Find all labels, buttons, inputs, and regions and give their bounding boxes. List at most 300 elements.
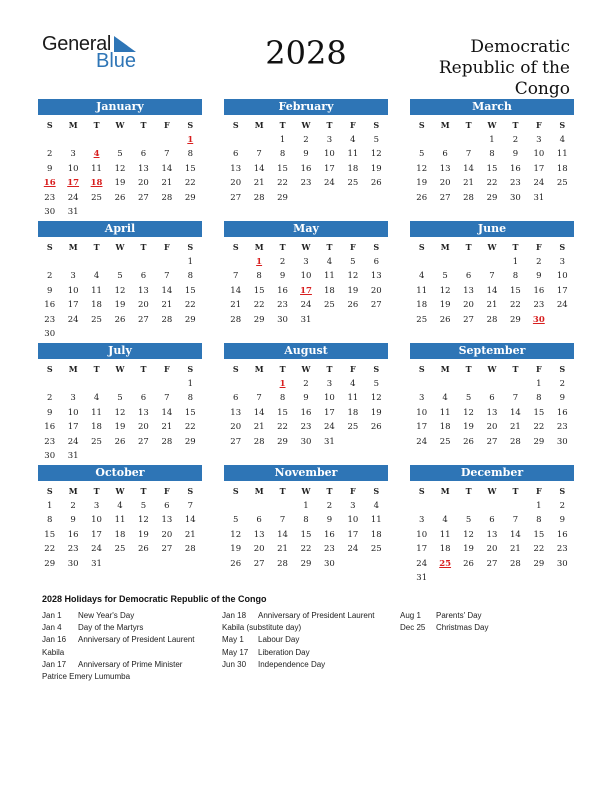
month-may bbox=[224, 221, 388, 327]
day: 18 bbox=[439, 544, 451, 554]
day: 2 bbox=[303, 134, 309, 145]
day: 14 bbox=[253, 407, 265, 418]
weekday-header: M bbox=[68, 364, 78, 374]
holiday-name: Independence Day bbox=[258, 659, 326, 669]
day: 28 bbox=[277, 558, 288, 569]
day: 20 bbox=[253, 544, 265, 554]
weekday-header: S bbox=[418, 486, 425, 496]
day: 1 bbox=[279, 134, 286, 145]
day: 27 bbox=[230, 192, 242, 203]
day: 7 bbox=[256, 149, 262, 159]
weekday-header: S bbox=[559, 364, 566, 374]
day: 15 bbox=[184, 163, 196, 174]
day: 25 bbox=[91, 192, 102, 203]
day: 19 bbox=[439, 300, 451, 310]
day: 22 bbox=[300, 544, 312, 554]
day: 30 bbox=[44, 207, 56, 217]
day: 31 bbox=[300, 314, 312, 325]
day: 25 bbox=[324, 300, 335, 310]
day: 27 bbox=[138, 192, 149, 203]
day: 1 bbox=[187, 378, 193, 389]
holiday-day: 30 bbox=[532, 314, 545, 325]
blank-day bbox=[38, 377, 61, 392]
day-grid bbox=[224, 240, 388, 327]
day: 17 bbox=[347, 529, 359, 540]
day: 8 bbox=[187, 271, 193, 281]
day: 1 bbox=[536, 378, 542, 389]
day: 11 bbox=[416, 285, 428, 296]
day: 29 bbox=[533, 436, 545, 447]
blank-day bbox=[247, 499, 270, 514]
day: 17 bbox=[416, 544, 428, 554]
blank-day bbox=[155, 255, 178, 270]
day: 17 bbox=[416, 422, 428, 432]
day: 20 bbox=[138, 300, 149, 310]
day: 19 bbox=[114, 300, 126, 310]
day: 15 bbox=[277, 407, 288, 418]
weekday-header: F bbox=[536, 120, 542, 130]
holiday-day: 1 bbox=[279, 378, 286, 389]
holiday-date: Dec 25 bbox=[400, 623, 426, 633]
weekday-header: T bbox=[512, 120, 519, 130]
day: 23 bbox=[510, 178, 521, 188]
day: 3 bbox=[326, 378, 333, 389]
day: 8 bbox=[187, 149, 193, 159]
day: 17 bbox=[556, 285, 568, 296]
weekday-header: W bbox=[487, 120, 497, 130]
weekday-header: F bbox=[164, 486, 170, 496]
day: 11 bbox=[370, 515, 382, 525]
day: 6 bbox=[489, 393, 495, 403]
day: 5 bbox=[117, 149, 123, 159]
holiday-name: Kabila bbox=[42, 647, 65, 657]
day: 22 bbox=[184, 300, 196, 310]
day: 29 bbox=[44, 558, 56, 569]
day: 10 bbox=[300, 271, 312, 281]
day: 7 bbox=[512, 393, 519, 403]
weekday-header: M bbox=[254, 120, 264, 130]
day: 13 bbox=[486, 407, 498, 418]
holiday-item bbox=[42, 671, 195, 683]
day-grid bbox=[38, 240, 202, 342]
month-title: May bbox=[224, 221, 388, 237]
holiday-item bbox=[222, 610, 375, 622]
weekday-header: T bbox=[326, 364, 333, 374]
day: 16 bbox=[556, 529, 568, 540]
day: 2 bbox=[47, 271, 53, 281]
holiday-name: Christmas Day bbox=[436, 623, 489, 633]
holiday-date: Jan 4 bbox=[42, 623, 62, 633]
day: 8 bbox=[187, 393, 193, 403]
day: 12 bbox=[114, 407, 126, 418]
day: 5 bbox=[117, 393, 123, 403]
day: 27 bbox=[439, 192, 451, 203]
day: 9 bbox=[326, 515, 333, 525]
day-grid bbox=[410, 240, 574, 327]
weekday-header: F bbox=[350, 242, 356, 252]
day: 5 bbox=[373, 134, 379, 145]
holiday-date: Jan 16 bbox=[42, 635, 67, 645]
day: 24 bbox=[324, 422, 335, 432]
day: 12 bbox=[114, 285, 126, 296]
day: 17 bbox=[67, 300, 79, 310]
day: 23 bbox=[300, 178, 312, 188]
weekday-header: M bbox=[440, 242, 450, 252]
day: 21 bbox=[161, 422, 173, 432]
day: 9 bbox=[47, 407, 53, 418]
blank-day bbox=[433, 255, 456, 270]
day: 26 bbox=[114, 436, 126, 447]
holiday-name: Kabila (substitute day) bbox=[222, 623, 302, 633]
day: 26 bbox=[416, 192, 428, 203]
holiday-name: New Year's Day bbox=[78, 611, 135, 620]
day: 21 bbox=[184, 529, 196, 540]
day: 7 bbox=[164, 149, 170, 159]
weekday-header: W bbox=[301, 364, 311, 374]
day: 25 bbox=[439, 436, 451, 447]
day: 24 bbox=[91, 544, 102, 554]
day: 23 bbox=[44, 436, 56, 447]
day: 10 bbox=[91, 515, 102, 525]
day: 8 bbox=[47, 515, 53, 525]
day: 4 bbox=[559, 134, 565, 145]
blank-day bbox=[224, 499, 247, 514]
day: 30 bbox=[556, 558, 568, 569]
day: 8 bbox=[512, 271, 519, 281]
weekday-header: S bbox=[559, 242, 566, 252]
day: 28 bbox=[161, 314, 173, 325]
holiday-day: 17 bbox=[67, 178, 80, 188]
day: 30 bbox=[277, 314, 288, 325]
month-january bbox=[38, 99, 202, 220]
day: 26 bbox=[370, 422, 382, 432]
day: 23 bbox=[324, 544, 335, 554]
day: 8 bbox=[303, 515, 309, 525]
day: 4 bbox=[442, 515, 448, 525]
day: 18 bbox=[370, 529, 382, 540]
holiday-name: Patrice Emery Lumumba bbox=[42, 672, 131, 682]
day: 22 bbox=[277, 422, 288, 432]
day: 21 bbox=[277, 544, 288, 554]
day-grid bbox=[38, 118, 202, 220]
holiday-item bbox=[42, 659, 195, 671]
day-grid bbox=[224, 362, 388, 449]
holiday-item bbox=[222, 647, 375, 659]
day: 24 bbox=[67, 314, 79, 325]
day: 6 bbox=[233, 393, 239, 403]
day: 15 bbox=[184, 285, 196, 296]
day: 5 bbox=[442, 271, 448, 281]
month-title: February bbox=[224, 99, 388, 115]
day: 21 bbox=[253, 422, 265, 432]
day: 10 bbox=[416, 529, 428, 540]
month-title: August bbox=[224, 343, 388, 359]
blank-day bbox=[61, 133, 84, 148]
day: 3 bbox=[70, 393, 76, 403]
day: 7 bbox=[187, 500, 193, 511]
weekday-header: W bbox=[115, 486, 125, 496]
day: 15 bbox=[184, 407, 196, 418]
day: 22 bbox=[184, 178, 196, 188]
day: 26 bbox=[463, 558, 474, 569]
day: 8 bbox=[489, 149, 495, 159]
day: 28 bbox=[510, 558, 521, 569]
weekday-header: T bbox=[93, 486, 100, 496]
day: 14 bbox=[161, 285, 173, 296]
weekday-header: M bbox=[440, 364, 450, 374]
day: 31 bbox=[324, 436, 335, 447]
weekday-header: T bbox=[512, 364, 519, 374]
day: 18 bbox=[347, 163, 359, 174]
country-line: Republic of the bbox=[438, 58, 570, 78]
day: 27 bbox=[486, 558, 498, 569]
holiday-date: Jan 18 bbox=[222, 611, 247, 620]
weekday-header: S bbox=[373, 242, 380, 252]
day: 16 bbox=[533, 285, 545, 296]
day: 9 bbox=[279, 271, 286, 281]
blank-day bbox=[504, 377, 527, 392]
day: 17 bbox=[91, 529, 102, 540]
day: 17 bbox=[324, 407, 335, 418]
day: 28 bbox=[253, 192, 265, 203]
day: 2 bbox=[536, 256, 542, 267]
day: 9 bbox=[303, 149, 309, 159]
day: 15 bbox=[533, 529, 545, 540]
day: 9 bbox=[559, 515, 565, 525]
day: 4 bbox=[93, 271, 100, 281]
logo bbox=[42, 33, 142, 73]
day: 28 bbox=[230, 314, 242, 325]
day: 14 bbox=[510, 407, 521, 418]
day: 23 bbox=[277, 300, 288, 310]
day: 3 bbox=[536, 134, 542, 145]
month-august bbox=[224, 343, 388, 449]
day: 4 bbox=[350, 378, 356, 389]
month-june bbox=[410, 221, 574, 327]
day: 15 bbox=[486, 163, 498, 174]
day: 6 bbox=[140, 271, 147, 281]
day: 1 bbox=[536, 500, 542, 511]
day: 11 bbox=[439, 529, 451, 540]
day: 21 bbox=[510, 544, 521, 554]
day: 14 bbox=[161, 163, 173, 174]
day: 3 bbox=[93, 500, 100, 511]
day: 2 bbox=[303, 378, 309, 389]
day: 20 bbox=[486, 544, 498, 554]
day: 3 bbox=[326, 134, 333, 145]
day: 12 bbox=[347, 271, 359, 281]
country-line: Democratic bbox=[470, 37, 570, 57]
day: 14 bbox=[184, 515, 196, 525]
holiday-date: May 17 bbox=[222, 647, 249, 657]
weekday-header: S bbox=[232, 242, 239, 252]
day: 25 bbox=[416, 314, 428, 325]
day: 13 bbox=[161, 515, 173, 525]
day: 7 bbox=[489, 271, 495, 281]
day: 27 bbox=[463, 314, 474, 325]
holiday-date: Jan 1 bbox=[42, 611, 62, 620]
day: 22 bbox=[277, 178, 288, 188]
day: 23 bbox=[67, 544, 79, 554]
day: 5 bbox=[233, 515, 239, 525]
blank-day bbox=[457, 377, 480, 392]
weekday-header: M bbox=[254, 486, 264, 496]
day: 15 bbox=[533, 407, 545, 418]
day: 5 bbox=[465, 515, 472, 525]
day: 16 bbox=[277, 285, 288, 296]
day: 3 bbox=[419, 515, 425, 525]
day: 6 bbox=[140, 393, 147, 403]
weekday-header: T bbox=[279, 486, 286, 496]
weekday-header: T bbox=[465, 120, 472, 130]
day: 13 bbox=[138, 285, 149, 296]
month-title: June bbox=[410, 221, 574, 237]
day: 6 bbox=[465, 271, 472, 281]
blank-day bbox=[85, 133, 108, 148]
blank-day bbox=[132, 377, 155, 392]
weekday-header: M bbox=[68, 486, 78, 496]
day: 22 bbox=[510, 300, 521, 310]
day: 4 bbox=[350, 134, 356, 145]
weekday-header: T bbox=[140, 242, 147, 252]
day: 20 bbox=[463, 300, 474, 310]
day: 3 bbox=[70, 149, 76, 159]
day: 2 bbox=[47, 393, 53, 403]
weekday-header: M bbox=[440, 486, 450, 496]
day: 4 bbox=[326, 256, 333, 267]
day: 1 bbox=[512, 256, 519, 267]
day: 16 bbox=[44, 422, 56, 432]
blank-day bbox=[132, 255, 155, 270]
weekday-header: T bbox=[326, 242, 333, 252]
day: 30 bbox=[44, 329, 56, 339]
day: 5 bbox=[350, 256, 356, 267]
day: 13 bbox=[138, 163, 149, 174]
blank-day bbox=[247, 133, 270, 148]
day: 6 bbox=[164, 500, 170, 511]
holiday-name: Parents' Day bbox=[436, 611, 482, 620]
day: 10 bbox=[67, 285, 79, 296]
month-november bbox=[224, 465, 388, 571]
day: 4 bbox=[117, 500, 123, 511]
day: 16 bbox=[510, 163, 521, 174]
day: 14 bbox=[463, 163, 474, 174]
day: 25 bbox=[347, 178, 359, 188]
blank-day bbox=[61, 255, 84, 270]
day: 19 bbox=[114, 422, 126, 432]
blank-day bbox=[410, 377, 433, 392]
day: 5 bbox=[117, 271, 123, 281]
day: 10 bbox=[556, 271, 568, 281]
day: 24 bbox=[416, 436, 428, 447]
day: 28 bbox=[510, 436, 521, 447]
day: 13 bbox=[230, 163, 242, 174]
weekday-header: W bbox=[301, 242, 311, 252]
weekday-header: T bbox=[93, 242, 100, 252]
holiday-item bbox=[42, 622, 195, 634]
day: 22 bbox=[184, 422, 196, 432]
weekday-header: T bbox=[279, 120, 286, 130]
day: 9 bbox=[47, 285, 53, 296]
day: 18 bbox=[324, 285, 335, 296]
day: 7 bbox=[233, 271, 239, 281]
weekday-header: W bbox=[487, 242, 497, 252]
blank-day bbox=[457, 133, 480, 148]
weekday-header: S bbox=[46, 120, 53, 130]
day: 12 bbox=[416, 163, 428, 174]
day: 7 bbox=[164, 271, 170, 281]
day: 10 bbox=[67, 407, 79, 418]
holiday-item bbox=[42, 634, 195, 646]
weekday-header: T bbox=[465, 242, 472, 252]
day: 1 bbox=[47, 500, 53, 511]
day: 14 bbox=[230, 285, 242, 296]
weekday-header: S bbox=[373, 120, 380, 130]
day: 28 bbox=[463, 192, 474, 203]
month-september bbox=[410, 343, 574, 449]
day: 31 bbox=[67, 451, 79, 461]
day: 23 bbox=[44, 314, 56, 325]
day: 2 bbox=[326, 500, 333, 511]
day: 18 bbox=[91, 422, 102, 432]
weekday-header: F bbox=[350, 364, 356, 374]
day: 11 bbox=[556, 149, 568, 159]
holiday-name: Day of the Martyrs bbox=[78, 623, 144, 633]
weekday-header: S bbox=[418, 242, 425, 252]
weekday-header: T bbox=[140, 120, 147, 130]
day: 20 bbox=[230, 422, 242, 432]
day: 24 bbox=[556, 300, 568, 310]
day: 15 bbox=[44, 529, 56, 540]
day: 16 bbox=[300, 407, 312, 418]
day: 26 bbox=[370, 178, 382, 188]
blank-day bbox=[504, 499, 527, 514]
day: 10 bbox=[67, 163, 79, 174]
day: 30 bbox=[556, 436, 568, 447]
month-april bbox=[38, 221, 202, 342]
day: 20 bbox=[138, 178, 149, 188]
day: 8 bbox=[256, 271, 262, 281]
weekday-header: W bbox=[115, 364, 125, 374]
day: 16 bbox=[44, 300, 56, 310]
day: 5 bbox=[465, 393, 472, 403]
holiday-day: 18 bbox=[90, 178, 103, 188]
day: 12 bbox=[463, 529, 474, 540]
day: 21 bbox=[486, 300, 498, 310]
holidays-title: 2028 Holidays for Democratic Republic of the Congo bbox=[42, 594, 267, 604]
day: 29 bbox=[486, 192, 498, 203]
day: 2 bbox=[47, 149, 53, 159]
day: 13 bbox=[370, 271, 382, 281]
day: 7 bbox=[279, 515, 286, 525]
weekday-header: T bbox=[140, 364, 147, 374]
calendar-year: 2028 bbox=[265, 34, 347, 72]
day: 13 bbox=[230, 407, 242, 418]
day: 7 bbox=[256, 393, 262, 403]
day: 19 bbox=[230, 544, 242, 554]
day: 19 bbox=[370, 407, 382, 418]
weekday-header: T bbox=[465, 486, 472, 496]
day: 22 bbox=[533, 544, 545, 554]
day: 16 bbox=[67, 529, 79, 540]
day: 18 bbox=[114, 529, 126, 540]
day: 24 bbox=[324, 178, 335, 188]
day: 20 bbox=[486, 422, 498, 432]
blank-day bbox=[85, 255, 108, 270]
day: 18 bbox=[91, 300, 102, 310]
day: 19 bbox=[463, 422, 474, 432]
logo-general-text: General bbox=[42, 33, 112, 55]
